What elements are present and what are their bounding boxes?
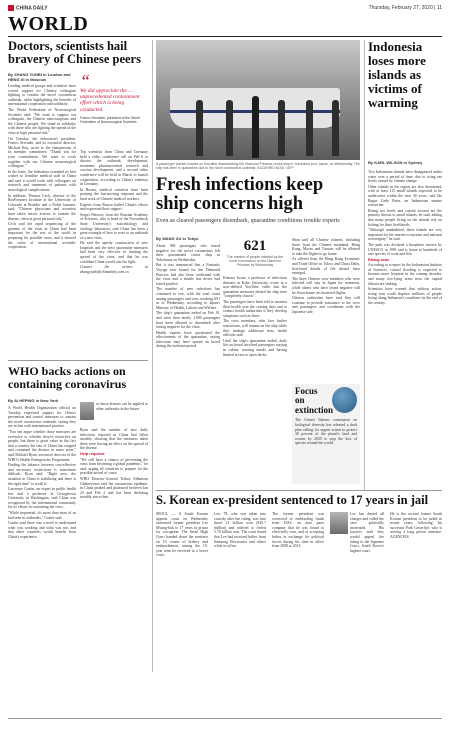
column-divider [152,40,153,672]
article-3-byline: By WANG XU in Tokyo [156,236,199,241]
article-2-column-2-top: so those lessons can be applied to other outbreaks in the future. [96,402,148,411]
article-1-headline: Doctors, scientists hail bravery of Chinese peers [8,39,141,67]
column-divider-2 [364,40,365,490]
article-3-column-2: Kentaro Iwata, a professor of infectious diseases at Kobe University, wrote in a now-deleted YouTube video that the quarantine measures aboard the ship were "completely chaotic". The passengers have been told to monitor their health over the coming days and to contact health authorities if they develop symptoms such as fever. The crew members, who face further restrictions, will remain on the ship while they undergo additional tests, health officials said. Until the ship's quarantine ended, daily life on board involved passengers staying in cabins, wearing masks and having limited access to open decks. [223,276,287,357]
focus-body: The United Nations convention on biological diversity has released a draft plan calling for urgent action to protect 30 percent of the planet's land and oceans by 2030 to stop the loss of species around the world. [295,418,357,446]
lee-myung-bak-photo [330,512,348,534]
article-1-byline: By ZHANG YUNBI in London and HENG XI in Moscow [8,72,71,82]
photo-caption: A passenger (center) leaves on foot after disembarking the Diamond Princess cruise ship in Yokohama port, Japan, on Wednesday. The ship has been in quarantine due to the novel coronavirus outbreak. KAZUHIRO NOGI / AFP [156,162,360,171]
article-3-subtitle: Even as cleared passengers disembark, quarantine conditions trouble experts [156,218,340,224]
divider [156,490,442,491]
stat-label: The number of people infected by the novel coronavirus on the Diamond Princess by Wednesday [226,255,284,268]
newspaper-logo-icon [8,5,14,11]
focus-box [292,384,360,484]
article-5-column-5: He is the second former South Korean president to be jailed in recent years, following his successor Park Geun-hye, who is serving a long prison sentence. AGENCIES [390,512,442,539]
focus-title: Focus on extinction [295,386,333,415]
article-5-column-2: Lee, 78, who was taken into custody after the ruling, was also fined 13 billion won ($10.7 million) and ordered to forfeit 5.78 billion won. The court found that Lee had received bribes from Samsung Electronics and others while in office. [214,512,266,549]
article-3-column-1: About 900 passengers who tested negative for the novel coronavirus left their quarantined cruise ship in Yokohama on Wednesday. But it was announced that a Fantastic Voyage tour bound for the Diamond Princess had also been confirmed with the virus and a shuttle bus driver had tested positive. The number of new infections has continued to rise, with the total count among passengers and crew reaching 691 as of Wednesday, according to Japan's Ministry of Health, Labour and Welfare. The ship's quarantine ended on Feb 19, and since then nearly 1,000 passengers have been allowed to disembark after testing negative for the virus. Health experts have questioned the effectiveness of the quarantine, saying infections may have spread on board during the isolation period. [156,244,220,349]
article-3-column-3: Shan said all Chinese citizens, including those from the Chinese mainland, Hong Kong, Macao and Taiwan, will be allowed to take the flights to go home. As offered from the Hong Kong Economic and Trade Office in Tokyo and China Daily, first-hand details of life aboard have emerged. The three Chinese crew members who were infected will stay in Japan for treatment, while others who have tested negative will be flown home on chartered flights. Chinese authorities have said they will continue to provide assistance to the crew and passengers and coordinate with the Japanese side. [292,238,360,314]
article-1-column-2: Top scientists from China and Germany held a video conference call on Feb 6 to discuss the outbreak, development, treatment, pharmaceutical research and vaccine development, and a second video conference will be held in March to launch cooperation, according to China's embassy in Germany. In Russia, medical scientists have been praising the fast-moving response and the hard work of Chinese medical workers. Experts from Russia hailed China's efforts and expressed their support. Sergei Netesov, from the Russian Academy of Sciences, who is head of the Novosibirsk State University's microbiology and virology laboratory, said China has been a great example of how to react to an outbreak of a new virus. He said the speedy construction of new hospitals and the strict quarantine measures had been very effective in limiting the spread of the virus, and that he was confident China would win the fight. Contact the writers at zhangyunbi@chinadaily.com.cn [80,150,148,274]
stat-box [223,238,287,268]
quote-mark-icon: “ [80,71,91,91]
article-5-column-4: Lee has denied all charges and called the case politically motivated. His lawyers said they would appeal the ruling to the Supreme Court, South Korea's highest court. [350,512,384,553]
article-4-body: Two Indonesian islands have disappeared under water over a period of time, due to rising sea levels caused by climate change. Other islands in the region are also threatened, with at least 115 small islands expected to be underwater within the next 30 years, said Ida Bagus Gede Putra, an Indonesian marine researcher. Rising sea levels and coastal erosion are the primary threats to small islands, he said, adding that many people living on the islands rely on fishing for their livelihoods. "Although uninhabited, these islands are very important for the marine ecosystem and national sovereignty," he said. The park was declared a biosphere reserve by UNESCO in 1991 and is home to hundreds of rare species of coral and fish. Rising seas According to a report by the Indonesian Institute of Sciences, coastal flooding is expected to become more frequent in the coming decades, and many low-lying areas near the capital Jakarta are sinking. Scientists have warned that without action, rising seas could displace millions of people living along Indonesia's coastlines by the end of the century. [368,170,442,306]
subhead: Rising seas [368,257,390,262]
article-2-headline: WHO backs actions on containing coronavirus [8,364,127,391]
article-5-headline: S. Korean ex-president sentenced to 17 years in jail [156,493,429,507]
article-2-byline: By AI HEPING in New York [8,398,59,403]
stat-value: 621 [243,238,267,254]
article-4-byline: By KARL WILSON in Sydney [368,160,423,165]
globe-icon [332,387,357,413]
section-title: WORLD [8,13,89,35]
article-5-column-1: SEOUL — A South Korean appeals court on Wednesday sentenced former president Lee Myung-bak to 17 years in prison for corruption. The Seoul High Court handed down the sentence on 10 counts of bribery and embezzlement, raising the 15-year term he received in a lower court. [156,512,208,558]
article-2-column-2: Ryan said the number of new daily infections reported in China had fallen steadily, showing that the measures taken there were having an effect on the spread of the disease. Help required "We still have a chance of preventing the virus from becoming a global pandemic," he said, urging all countries to prepare for the possible arrival of cases. WHO Director-General Tedros Adhanom Ghebreyesus said the coronavirus epidemic in China peaked and plateaued between Jan 23 and Feb 2 and has been declining steadily since then. [80,428,148,500]
section-rule [8,36,442,37]
author-photo [80,402,94,420]
page-date: Thursday, February 27, 2020 | 11 [368,5,442,11]
article-4-headline: Indonesia loses more islands as victims of warming [368,39,426,110]
divider [8,360,148,361]
newspaper-name: CHINA DAILY [8,5,48,11]
footer-rule [8,718,442,719]
cruise-ship-photo [156,40,360,160]
article-2-column-1: A World Health Organization official on Tuesday expressed support for China's prevention and control measures to contain the novel coronavirus outbreak, saying they are in line with international practice. "You can argue whether those measures are excessive or whether they're restrictive on people, but there is great value in the fact that a country the size of China has stopped and contained the disease in some areas," said Michael Ryan, executive director of the WHO's Health Emergencies Programme. Finding the balance between cost-effective and necessary restrictions is sometimes difficult, Ryan said. "Right now, the situation in China is stabilizing and there is the right time" to recall it. Lawrence Gostin, an expert in public health law and a professor at Georgetown University in Washington, said China was recognized by the international community for its efforts in containing the virus. "While sequential, it's more than most of us had seen in outbreaks," Gostin said. Gostin said there was a need to understand what was working and what was not, and that other countries would benefit from China's experience. [8,406,76,540]
pull-quote: “ We did appreciate the ... unprecedented containment effort which is being conducted. Franco Servadei, president of the World Federation of Neurosurgical Societies [80,74,148,144]
article-5-column-3: The former president was convicted of embezzling funds from DAS, an auto parts company that he was found to effectively own, and of accepting bribes in exchange for political favors during his time in office from 2008 to 2013. [272,512,324,549]
article-1-column-1: Leading medical groups and scientists have voiced support for Chinese colleagues fighting to contain the novel coronavirus outbreak, while highlighting the benefits of international cooperation and solidarity. The World Federation of Neurosurgical Societies said: "We want to support our colleagues, the Chinese neurosurgeons and the Chinese people. We stand in solidarity with those who are fighting the spread of the virus at high personal risk." On Tuesday, the federation's president, Franco Servadei, and its executive director, Michael Ray, wrote to the chairpersons of its member committees: "Thank you for your commitment. We want to work together with our Chinese neurosurgical colleagues." In the letter, the federation extended its best wishes to frontline medical staff in China and said it would work with colleagues on research and treatment of patients with neurological complications. In addition, Thomas Cech, director of the BioFrontiers Institute at the University of Colorado at Boulder and a Nobel laureate, said: "Chinese physicians and scientists have taken heroic actions to contain the disease, often at great personal risk." Cech said the rapid sequencing of the genome of the virus in China had been important for the rest of the world in preparing for possible cases, and it showed the value of international scientific cooperation. [8,84,76,250]
subhead: Help required [80,451,105,456]
article-3-headline: Fresh infections keep ship concerns high [156,175,324,214]
